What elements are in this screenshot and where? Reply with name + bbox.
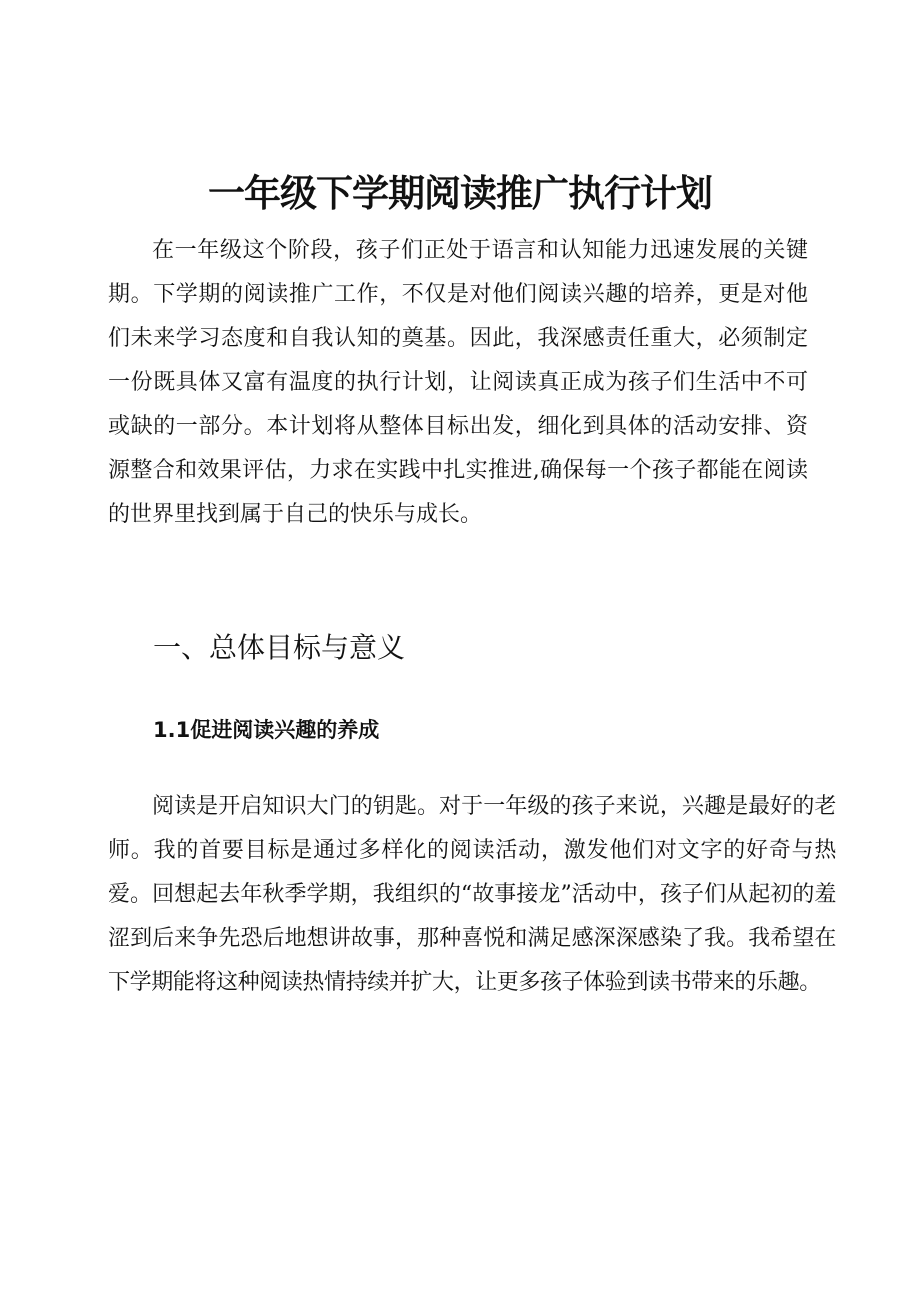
subsection-1-1-paragraph: 阅读是开启知识大门的钥匙。对于一年级的孩子来说，兴趣是最好的老师。我的首要目标是通过多样化的阅读活动，激发他们对文字的好奇与热爱。回想起去年秋季学期，我组织的“故事接龙”活动中，孩子们从起初的羞涩到后来争先恐后地想讲故事，那种喜悦和满足感深深感染了我。我希望在下学期能将这种阅读热情持续并扩大，让更多孩子体验到读书带来的乐趣。 xyxy=(108,794,836,995)
subsection-1-1-heading: 1.1促进阅读兴趣的养成 xyxy=(153,718,380,742)
section-1-heading: 一、总体目标与意义 xyxy=(153,631,406,664)
document-title: 一年级下学期阅读推广执行计划 xyxy=(208,172,712,215)
intro-paragraph: 在一年级这个阶段，孩子们正处于语言和认知能力迅速发展的关键期。下学期的阅读推广工作，不仅是对他们阅读兴趣的培养，更是对他们未来学习态度和自我认知的奠基。因此，我深感责任重大，必须制定一份既具体又富有温度的执行计划，让阅读真正成为孩子们生活中不可或缺的一部分。本计划将从整体目标出发，细化到具体的活动安排、资源整合和效果评估，力求在实践中扎实推进,确保每一个孩子都能在阅读的世界里找到属于自己的快乐与成长。 xyxy=(108,238,808,527)
